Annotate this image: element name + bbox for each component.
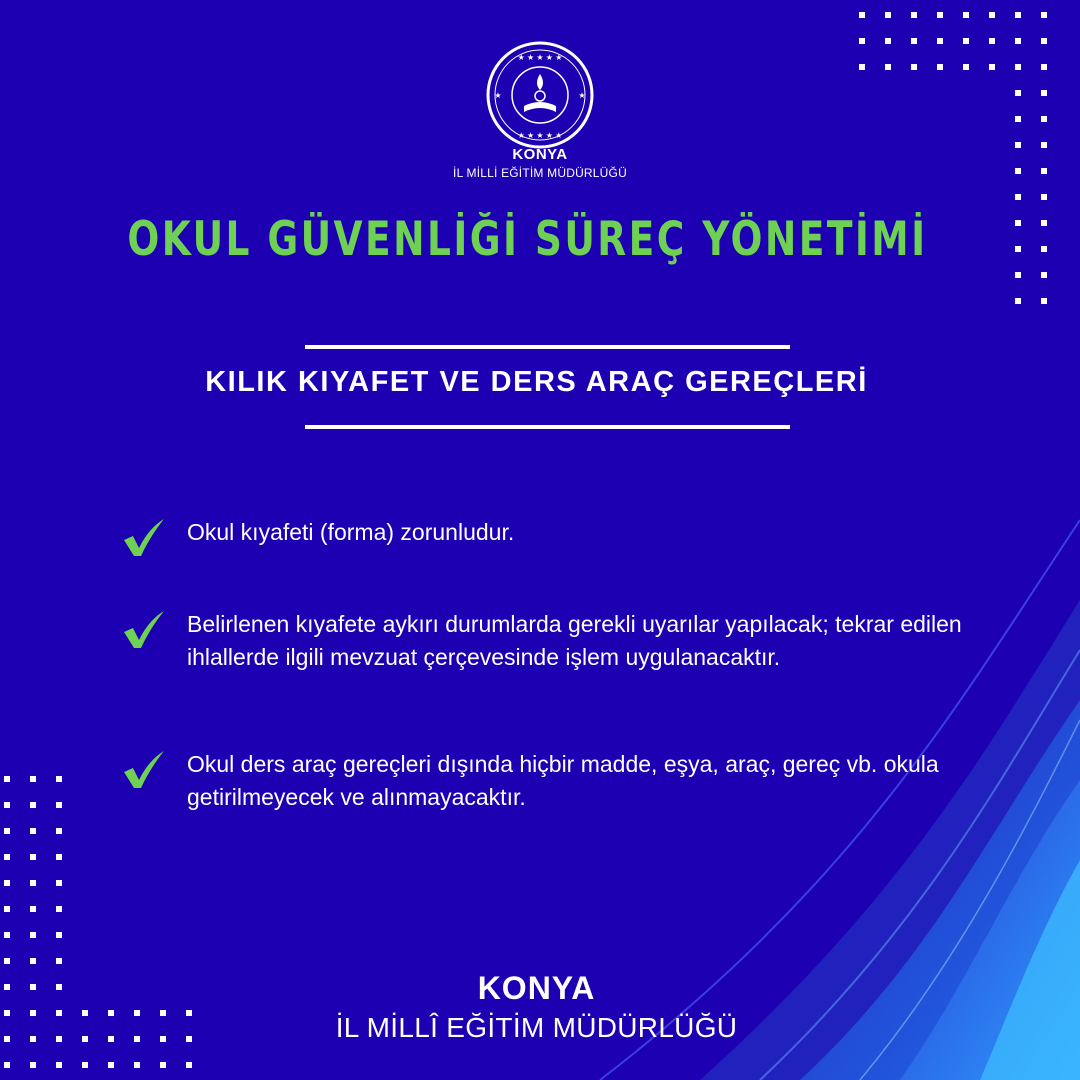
decorative-dot (859, 38, 865, 44)
decorative-dot (1015, 298, 1021, 304)
decorative-dot (56, 854, 62, 860)
checkmark-icon (120, 516, 168, 560)
decorative-dot (911, 12, 917, 18)
decorative-dot (885, 64, 891, 70)
decorative-dot (1015, 38, 1021, 44)
decorative-dot (4, 828, 10, 834)
decorative-dot (989, 12, 995, 18)
decorative-dot (963, 64, 969, 70)
headline: OKUL GÜVENLİĞİ SÜREÇ YÖNETİMİ (127, 212, 928, 267)
decorative-dot (911, 64, 917, 70)
logo-title: KONYA (512, 146, 568, 163)
decorative-dot (1015, 90, 1021, 96)
decorative-dot (160, 1062, 166, 1068)
decorative-dot (56, 932, 62, 938)
decorative-dot (1041, 12, 1047, 18)
decorative-dot (1041, 116, 1047, 122)
decorative-dot (1041, 272, 1047, 278)
decorative-dot (1041, 298, 1047, 304)
decorative-dot (1015, 194, 1021, 200)
decorative-dot (4, 958, 10, 964)
decorative-dot (1041, 90, 1047, 96)
decorative-dot (989, 38, 995, 44)
decorative-dot (134, 1062, 140, 1068)
checkmark-icon (120, 608, 168, 652)
decorative-dot (30, 958, 36, 964)
list-item-text: Okul kıyafeti (forma) zorunludur. (187, 519, 515, 545)
decorative-dot (30, 802, 36, 808)
decorative-dot (885, 38, 891, 44)
footer-subtitle: İL MİLLÎ EĞİTİM MÜDÜRLÜĞÜ (335, 1012, 738, 1043)
list-item-text: Okul ders araç gereçleri dışında hiçbir madde, eşya, araç, gereç vb. okula getirilmeyecek ve alınmayacaktır. (187, 751, 939, 810)
decorative-dot (1015, 116, 1021, 122)
decorative-dot (56, 880, 62, 886)
decorative-dot (30, 854, 36, 860)
decorative-dot (56, 802, 62, 808)
svg-text:★: ★ (494, 91, 502, 100)
decorative-dot (30, 828, 36, 834)
decorative-dot (859, 64, 865, 70)
decorative-dot (1015, 12, 1021, 18)
decorative-dot (30, 932, 36, 938)
decorative-dot (30, 880, 36, 886)
decorative-dot (1015, 272, 1021, 278)
divider-bottom (305, 425, 790, 429)
decorative-dot (4, 1062, 10, 1068)
decorative-dot (1041, 38, 1047, 44)
decorative-dot (963, 12, 969, 18)
decorative-dot (1015, 220, 1021, 226)
decorative-dot (1015, 64, 1021, 70)
decorative-dot (4, 776, 10, 782)
svg-text:★ ★ ★ ★ ★: ★ ★ ★ ★ ★ (517, 53, 563, 62)
decorative-dot (4, 880, 10, 886)
decorative-dot (30, 1062, 36, 1068)
decorative-dot (937, 38, 943, 44)
decorative-dot (4, 854, 10, 860)
decorative-dot (885, 12, 891, 18)
decorative-dot (937, 64, 943, 70)
decorative-dot (963, 38, 969, 44)
svg-text:★: ★ (578, 91, 586, 100)
decorative-dot (30, 906, 36, 912)
decorative-dot (937, 12, 943, 18)
decorative-dot (4, 906, 10, 912)
svg-text:★ ★ ★ ★ ★: ★ ★ ★ ★ ★ (517, 131, 563, 140)
decorative-dot (56, 776, 62, 782)
decorative-dot (859, 12, 865, 18)
decorative-dot (1041, 64, 1047, 70)
decorative-dot (1015, 246, 1021, 252)
decorative-dot (4, 932, 10, 938)
decorative-dot (186, 1062, 192, 1068)
decorative-dot (911, 38, 917, 44)
decorative-dot (56, 906, 62, 912)
decorative-dot (56, 1062, 62, 1068)
footer-title: KONYA (477, 970, 596, 1006)
subheading: KILIK KIYAFET VE DERS ARAÇ GEREÇLERİ (205, 366, 868, 398)
ministry-emblem-icon (480, 40, 600, 150)
decorative-dot (56, 828, 62, 834)
decorative-dot (989, 64, 995, 70)
decorative-dot (30, 776, 36, 782)
checkmark-icon (120, 748, 168, 792)
decorative-dot (1041, 220, 1047, 226)
divider-top (305, 345, 790, 349)
decorative-dot (108, 1062, 114, 1068)
logo-subtitle: İL MİLLİ EĞİTİM MÜDÜRLÜĞÜ (453, 166, 627, 180)
decorative-dot (1041, 194, 1047, 200)
list-item-text: Belirlenen kıyafete aykırı durumlarda gerekli uyarılar yapılacak; tekrar edilen ihlallerde ilgili mevzuat çerçevesinde işlem uygulanacaktır. (187, 611, 962, 670)
decorative-dot (82, 1062, 88, 1068)
decorative-dot (1041, 246, 1047, 252)
decorative-dot (4, 802, 10, 808)
decorative-dot (56, 958, 62, 964)
